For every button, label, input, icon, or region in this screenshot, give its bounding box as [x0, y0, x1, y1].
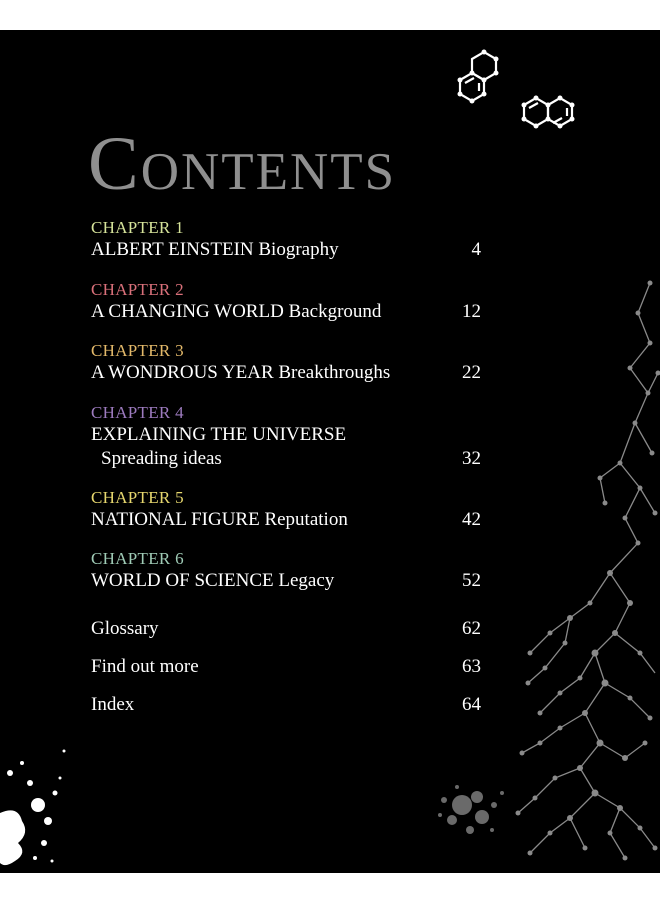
- chapter-page-number: 22: [462, 362, 481, 383]
- extra-entry-glossary[interactable]: [91, 617, 481, 655]
- chapter-page-number: 52: [462, 570, 481, 591]
- extra-label: Glossary: [91, 617, 159, 639]
- chapter-entry-6[interactable]: [91, 549, 481, 611]
- chapter-entry-5[interactable]: [91, 488, 481, 550]
- molecular-network-graphic: [510, 273, 660, 873]
- extra-label: Index: [91, 693, 135, 715]
- table-of-contents: [91, 218, 481, 731]
- extra-page-number: 62: [462, 617, 481, 639]
- chapter-title: WORLD OF SCIENCE Legacy: [91, 570, 335, 591]
- chapter-entry-2[interactable]: [91, 280, 481, 342]
- chapter-label: CHAPTER 5: [91, 487, 184, 507]
- contents-page: [0, 30, 660, 873]
- extra-page-number: 64: [462, 693, 481, 715]
- chapter-subtitle: Spreading ideas: [101, 447, 222, 469]
- chapter-page-number: 12: [462, 300, 481, 322]
- chapter-label: CHAPTER 2: [91, 279, 184, 299]
- chapter-page-number: 42: [462, 508, 481, 530]
- chapter-label: CHAPTER 6: [91, 549, 184, 568]
- chapter-title: ALBERT EINSTEIN Biography: [91, 239, 339, 260]
- chapter-entry-4[interactable]: [91, 403, 481, 488]
- chapter-label: CHAPTER 3: [91, 341, 184, 360]
- gray-splatter-graphic: [432, 775, 512, 845]
- chapter-page-number: 32: [462, 447, 481, 469]
- chapter-title: A CHANGING WORLD Background: [91, 300, 382, 322]
- benzene-molecule-icon: [430, 35, 590, 145]
- extra-entry-index[interactable]: [91, 693, 481, 731]
- chapter-entry-3[interactable]: [91, 341, 481, 403]
- chapter-title: EXPLAINING THE UNIVERSE: [91, 423, 347, 445]
- chapter-label: CHAPTER 1: [91, 218, 184, 237]
- chapter-title: A WONDROUS YEAR Breakthroughs: [91, 362, 391, 383]
- extra-entry-find-out-more[interactable]: [91, 655, 481, 693]
- extra-label: Find out more: [91, 655, 199, 677]
- chapter-title: NATIONAL FIGURE Reputation: [91, 508, 348, 530]
- chapter-label: CHAPTER 4: [91, 402, 184, 422]
- paint-splatter-graphic: [0, 743, 75, 873]
- chapter-entry-1[interactable]: [91, 218, 481, 280]
- chapter-page-number: 4: [471, 239, 481, 260]
- page-title: Contents: [88, 122, 397, 206]
- extra-page-number: 63: [462, 655, 481, 677]
